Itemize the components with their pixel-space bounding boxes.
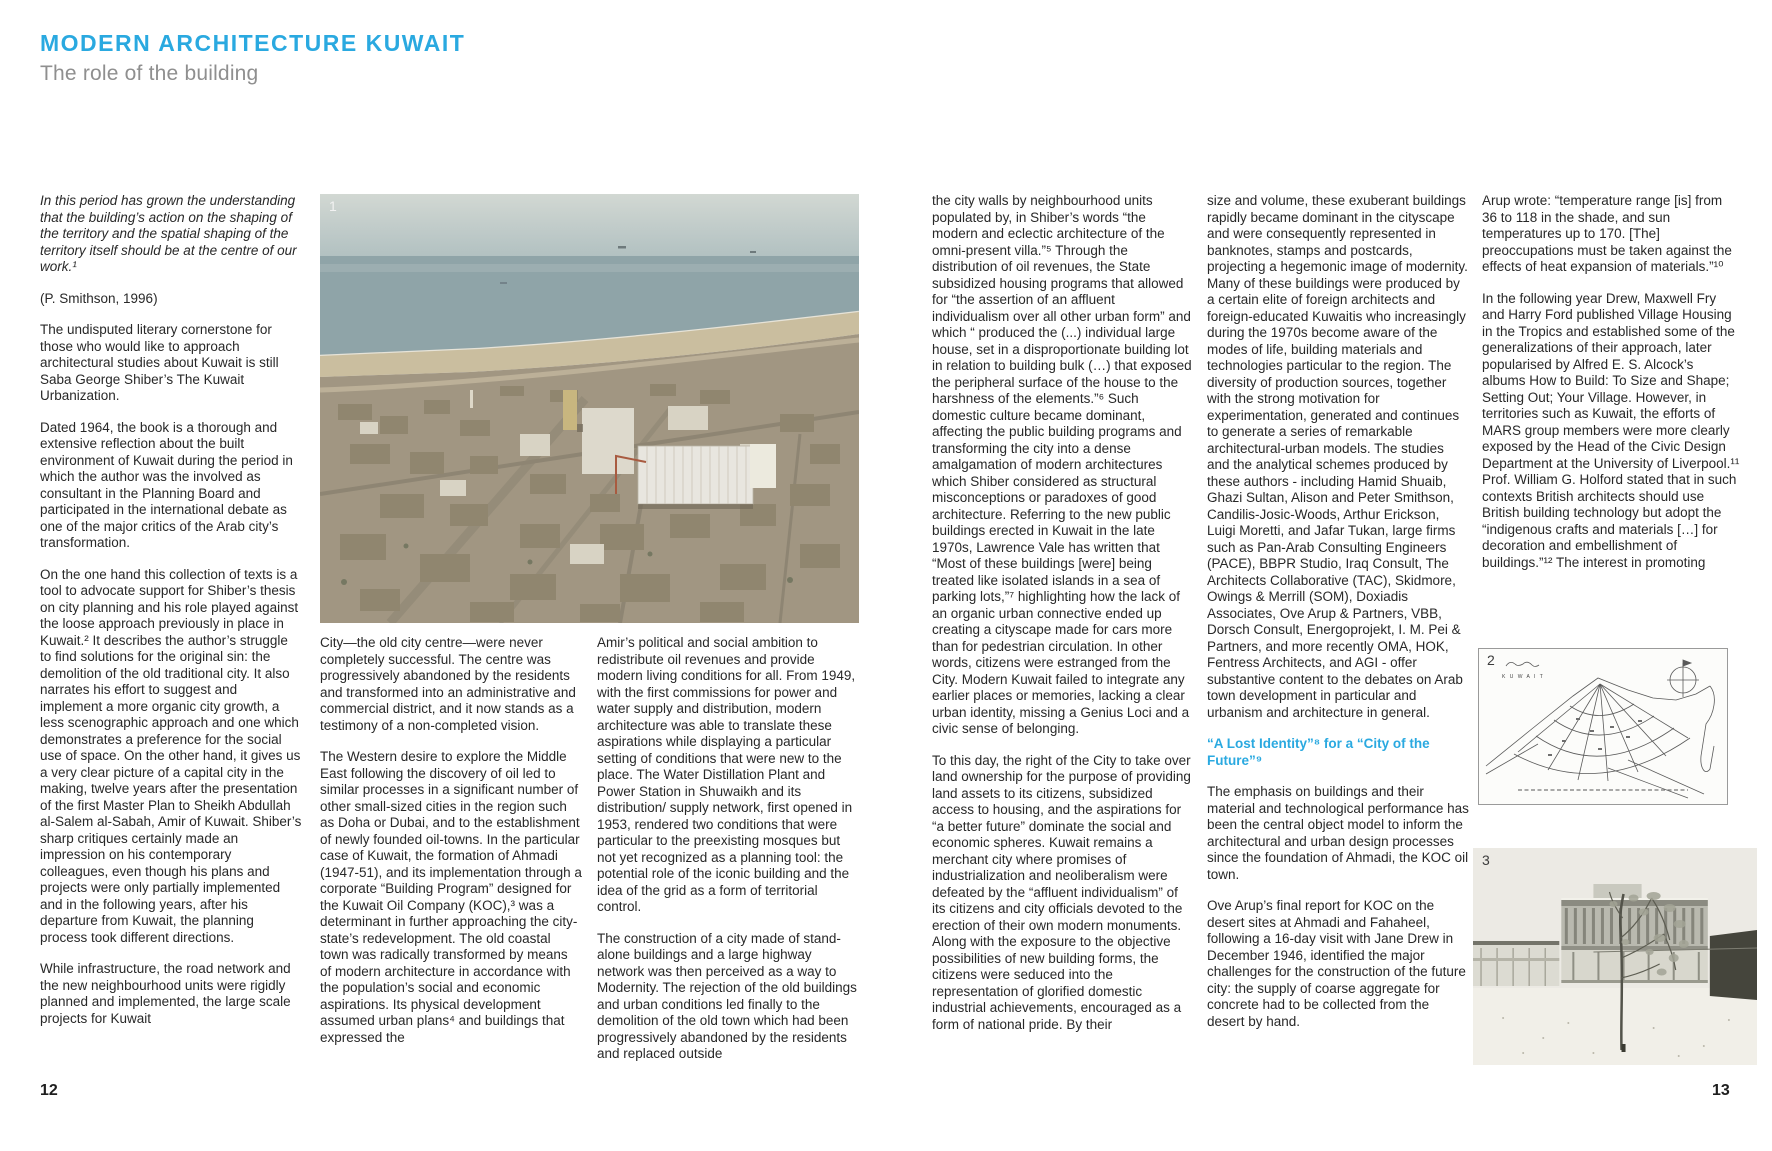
paragraph: The undisputed literary cornerstone for those who would like to approach architectural studies about Kuwait is still Saba George Shiber’s The Kuwait Urbanization. (40, 322, 279, 403)
paragraph: size and volume, these exuberant buildings rapidly became dominant in the cityscape and were consequently represented in banknotes, stamps and postcards, projecting a hegemonic image of modernity. (1207, 193, 1468, 274)
right-column-2 (1207, 193, 1469, 1045)
figure-city-plan-map (1478, 648, 1728, 805)
right-column-1 (932, 193, 1194, 1048)
left-column-3 (597, 635, 859, 1078)
left-column-2 (320, 635, 582, 1061)
section-subheading: “A Lost Identity”⁸ for a “City of the Future”⁹ (1207, 736, 1430, 768)
paragraph: Dated 1964, the book is a thorough and extensive reflection about the built environment of Kuwait during the period in which the author was the involved as consultant in the Planning Board and participated in the international debate as one of the major critics of the Arab city’s transformation. (40, 419, 293, 550)
paragraph: In the following year Drew, Maxwell Fry and Harry Ford published Village Housing in the Tropics and established some of the generalizations of their approach, later popularised by Alfred E. S. Alcock’s albums How to Build: To Size and Shape; Setting Out; Your Village. However, in territories such as Kuwait, the efforts of MARS group members were more clearly exposed by the Head of the Civic Design Department at the University of Liverpool.¹¹ Prof. William G. Holford stated that in such contexts British architects should use British building technology but adopt the “indigenous crafts and materials […] for decoration and embellishment of buildings.”¹² The interest in promoting (1482, 290, 1740, 570)
paragraph: The construction of a city made of stand-alone buildings and a large highway network was then perceived as a way to Modernity. The rejection of the old buildings and urban conditions led finally to the demolition of the old town which had been progressively abandoned by the residents and replaced outside (597, 930, 857, 1061)
page-subtitle: The role of the building (40, 62, 259, 85)
epigraph-attribution: (P. Smithson, 1996) (40, 290, 158, 306)
paragraph: On the one hand this collection of texts is a tool to advocate support for Shiber’s thesis on city planning and his role played against the loose approach previously in place in Kuwait.² It describes the author’s struggle to find solutions for the original sin: the demolition of the old traditional city. It also narrates his effort to suggest and implement a more organic city growth, a less scenographic approach and one which demonstrates a preference for the social use of space. On the other hand, it gives us a very clear picture of a capital city in the making, twelve years after the presentation of the first Master Plan to Sheikh Abdullah al-Salem al-Sabah, Amir of Kuwait. Shiber’s sharp critiques certainly made an impression on his contemporary colleagues, even though his plans and projects were only partially implemented and in the following years, after his departure from Kuwait, the planning process took different directions. (40, 566, 302, 945)
paragraph: The Western desire to explore the Middle East following the discovery of oil led to similar processes in a significant number of other small-sized cities in the region such as Doha or Dubai, and to the establishment of newly founded oil-towns. In the particular case of Kuwait, the formation of Ahmadi (1947-51), and its implementation through a corporate “Building Program” designed for the Kuwait Oil Company (KOC),³ was a determinant in further approaching the city-state’s redevelopment. The old coastal town was radically transformed by means of modern architecture in accordance with the population’s social and economic aspirations. Its physical development assumed urban plans⁴ and buildings that expressed the (320, 749, 582, 1045)
map-title-text: K U W A I T (1502, 674, 1545, 680)
figure-number-1: 1 (329, 198, 337, 214)
figure-number-3: 3 (1482, 852, 1490, 868)
right-column-3 (1482, 193, 1740, 586)
epigraph-quote: In this period has grown the understanding that the building’s action on the shaping of the territory and the spatial shaping of the territory itself should be at the centre of our work.¹ (40, 193, 297, 274)
page-number-right: 13 (1712, 1082, 1730, 1099)
page-number-left: 12 (40, 1082, 58, 1099)
figure-building-photo (1473, 848, 1757, 1065)
paragraph: While infrastructure, the road network and the new neighbourhood units were rigidly planned and implemented, the large scale projects for Kuwait (40, 961, 291, 1026)
paragraph: The emphasis on buildings and their material and technological performance has been the central object model to inform the architectural and urban design processes since the foundation of Ahmadi, the KOC oil town. (1207, 784, 1469, 882)
paragraph: To this day, the right of the City to take over land ownership for the purpose of providing land assets to its citizens, subsidized access to housing, and the aspirations for “a better future” dominate the social and economic spheres. Kuwait remains a merchant city where promises of industrialization and neoliberalism were defeated by the “affluent individualism” of its citizens and city officials devoted to the erection of their own modern monuments. Along with the exposure to the objective possibilities of new building forms, the citizens were seduced into the representation of glorified domestic industrial achievements, encouraged as a form of national pride. By their (932, 752, 1191, 1032)
paragraph: Amir’s political and social ambition to redistribute oil revenues and provide modern living conditions for all. From 1949, with the first commissions for power and water supply and distribution, modern architecture was able to translate these aspirations while displaying a particular setting of conditions that were new to the place. The Water Distillation Plant and Power Station in Shuwaikh and its distribution/ supply network, first opened in 1953, rendered two conditions that were particular to the preexisting mosques but not yet recognized as a planning tool: the potential role of the iconic building and the idea of the grid as a form of territorial control. (597, 635, 856, 914)
figure-aerial-photo (320, 194, 859, 623)
paragraph: City—the old city centre—were never completely successful. The centre was progressively abandoned by the residents and transformed into an administrative and commercial district, and it now stands as a testimony of a non-completed vision. (320, 635, 576, 733)
paragraph: Arup wrote: “temperature range [is] from 36 to 118 in the shade, and sun temperatures up to 170. [The] preoccupations must be taken against the effects of heat expansion of materials.”¹⁰ (1482, 193, 1732, 274)
paragraph: Ove Arup’s final report for KOC on the desert sites at Ahmadi and Fahaheel, following a 16-day visit with Jane Drew in December 1946, identified the major challenges for the construction of the future city: the supply of coarse aggregate for concrete had to be collected from the desert by hand. (1207, 898, 1466, 1029)
modernist-building-illustration (1473, 848, 1757, 1065)
paragraph: the city walls by neighbourhood units populated by, in Shiber’s words “the modern and eclectic architecture of the omni-present villa.”⁵ Through the distribution of oil revenues, the State subsidized housing programs that allowed for “the assertion of an affluent individualism over all other urban form” and which “ produced the (...) individual large house, set in a disproportionate building lot in relation to building bulk (…) that exposed the peripheral surface of the house to the harshness of the elements.”⁶ Such domestic culture became dominant, affecting the public building programs and transforming the city into a dense amalgamation of modern architectures which Shiber considered as structural misconceptions or paradoxes of good architecture. Referring to the new public buildings erected in Kuwait in the late 1970s, Lawrence Vale has written that “Most of these buildings [were] being treated like isolated islands in a sea of parking lots,”⁷ highlighting how the lack of an organic urban connective ended up creating a cityscape made for cars more than for pedestrian circulation. In other words, citizens were estranged from the City. Modern Kuwait failed to integrate any earlier places or memories, lacking a clear urban identity, missing a Genius Loci and a civic sense of belonging. (932, 193, 1192, 736)
left-column-1 (40, 193, 302, 1042)
figure-number-2: 2 (1487, 652, 1495, 668)
paragraph: Many of these buildings were produced by a certain elite of foreign architects and foreign-educated Kuwaitis who increasingly during the 1970s become aware of the modes of life, building materials and technologies particular to the region. The diversity of production sources, together with the strong motivation for experimentation, generated and continues to generate a series of remarkable architectural-urban models. The studies and the analytical schemes produced by these authors - including Hamid Shuaib, Ghazi Sultan, Alison and Peter Smithson, Candilis-Josic-Woods, Arthur Erickson, Luigi Moretti, and Jafar Tukan, large firms such as Pan-Arab Consulting Engineers (PACE), BBPR Studio, Iraq Consult, The Architects Collaborative (TAC), Skidmore, Owings & Merrill (SOM), Doxiadis Associates, Ove Arup & Partners, VBB, Dorsch Consult, Energoprojekt, I. M. Pei & Partners, and more recently OMA, HOK, Fentress Architects, and AGI - offer substantive content to the debates on Arab town development in particular and urbanism and architecture in general. (1207, 275, 1466, 720)
kuwait-plan-drawing (1478, 648, 1728, 805)
aerial-city-illustration (320, 194, 859, 623)
page-title: MODERN ARCHITECTURE KUWAIT (40, 30, 466, 56)
